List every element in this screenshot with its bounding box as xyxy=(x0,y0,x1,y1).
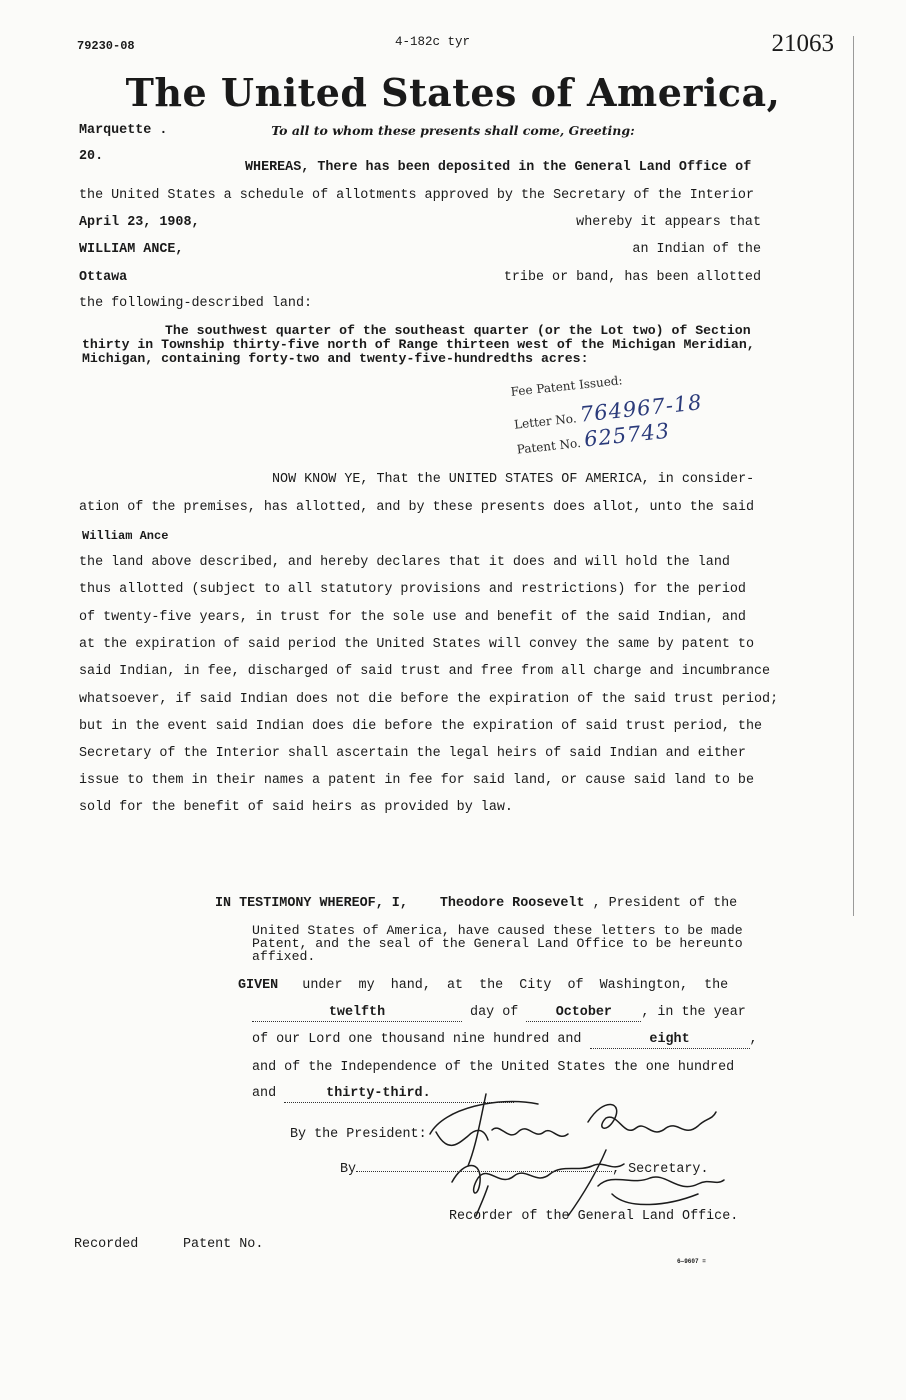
in-year-text: , in the year xyxy=(641,1005,746,1020)
date-line xyxy=(252,1005,746,1022)
president-name: Theodore Roosevelt xyxy=(439,896,585,911)
by-president-label: By the President: xyxy=(290,1127,427,1142)
year-value: eight xyxy=(649,1032,690,1047)
year-line xyxy=(252,1032,758,1049)
ordinal-value: thirty-third. xyxy=(326,1086,431,1101)
grantee-name: William Ance xyxy=(82,529,169,543)
now-know-line-2: ation of the premises, has allotted, and by these presents does allot, unto the said xyxy=(79,500,754,515)
document-title: The United States of America, xyxy=(125,70,781,115)
recital-line-2: the United States a schedule of allotments approved by the Secretary of the Interior xyxy=(79,188,754,203)
given-line xyxy=(238,978,728,994)
greeting: To all to whom these presents shall come, Greeting: xyxy=(271,123,635,138)
president-signature xyxy=(428,1082,728,1222)
form-number: 6—9607 = xyxy=(677,1258,706,1265)
stamp-patent-label: Patent No. xyxy=(516,435,582,457)
given-word: GIVEN xyxy=(238,978,279,993)
secretary-fill xyxy=(356,1171,612,1172)
stamp-issued-label: Fee Patent Issued: xyxy=(510,373,624,399)
appears-text: whereby it appears that xyxy=(576,215,761,230)
body-line: but in the event said Indian does die before the expiration of said trust period, the xyxy=(79,719,763,734)
file-code: 79230-08 xyxy=(77,39,135,53)
by-line xyxy=(340,1162,709,1178)
month-value: October xyxy=(555,1005,612,1020)
indian-of-text: an Indian of the xyxy=(632,242,761,257)
margin-rule xyxy=(853,36,854,916)
patent-no-label: Patent No. xyxy=(183,1237,264,1252)
whereas-text: WHEREAS, There has been deposited in the General Land Office of xyxy=(245,160,752,175)
stamp-letter-value: 764967-18 xyxy=(578,390,704,427)
tribe-name: Ottawa xyxy=(79,270,128,285)
seal-line-1: United States of America, have caused these letters to be made xyxy=(252,923,743,938)
body-line: of twenty-five years, in trust for the sole use and benefit of the said Indian, and xyxy=(79,610,746,625)
body-line: at the expiration of said period the United States will convey the same by patent to xyxy=(79,637,754,652)
body-line: sold for the benefit of said heirs as provided by law. xyxy=(79,800,513,815)
stamp-patent-value: 625743 xyxy=(582,418,672,452)
body-line: said Indian, in fee, discharged of said trust and free from all charge and incumbrance xyxy=(79,664,771,679)
fee-patent-stamp xyxy=(510,365,706,459)
recorder-label: Recorder of the General Land Office. xyxy=(449,1209,739,1224)
day-of-text: day of xyxy=(470,1005,519,1020)
testimony-lead: IN TESTIMONY WHEREOF, I, xyxy=(215,896,408,911)
following-text: the following-described land: xyxy=(79,296,313,311)
land-line-2: thirty in Township thirty-five north of Range thirteen west of the Michigan Meridian, xyxy=(82,337,755,352)
form-code: 4-182c tyr xyxy=(395,35,471,49)
recorded-label: Recorded xyxy=(74,1237,139,1252)
document-number: 21063 xyxy=(771,30,834,57)
and-text: and xyxy=(252,1086,277,1101)
approval-date: April 23, 1908, xyxy=(79,215,200,230)
seal-line-3: affixed. xyxy=(252,949,316,964)
year-fill xyxy=(590,1032,750,1049)
by-label: By xyxy=(340,1162,357,1177)
day-fill xyxy=(252,1005,462,1022)
given-rest: under my hand, at the City of Washington, the xyxy=(302,978,729,993)
now-know-line-1: NOW KNOW YE, That the UNITED STATES OF AMERICA, in consider- xyxy=(272,472,755,487)
land-line-3: Michigan, containing forty-two and twenty-five-hundredths acres: xyxy=(82,351,589,366)
seal-line-2: Patent, and the seal of the General Land Office to be hereunto xyxy=(252,936,743,951)
land-line-1: The southwest quarter of the southeast quarter (or the Lot two) of Section xyxy=(165,323,751,338)
day-value: twelfth xyxy=(328,1005,386,1020)
recital-line-1 xyxy=(245,160,751,176)
body-line: thus allotted (subject to all statutory provisions and restrictions) for the period xyxy=(79,582,746,597)
secretary-label: , Secretary. xyxy=(612,1162,709,1177)
place-line-1: Marquette . xyxy=(79,123,168,138)
body-line: Secretary of the Interior shall ascertain the legal heirs of said Indian and either xyxy=(79,746,746,761)
body-line: issue to them in their names a patent in fee for said land, or cause said land to be xyxy=(79,773,754,788)
body-line: whatsoever, if said Indian does not die before the expiration of the said trust period; xyxy=(79,692,779,707)
independence-line: and of the Independence of the United States the one hundred xyxy=(252,1060,735,1075)
lord-text: of our Lord one thousand nine hundred and xyxy=(252,1032,582,1047)
testimony-line xyxy=(215,896,737,912)
tribe-band-text: tribe or band, has been allotted xyxy=(503,270,761,285)
month-fill xyxy=(526,1005,641,1022)
place-line-2: 20. xyxy=(79,149,104,164)
year-comma: , xyxy=(749,1032,758,1047)
stamp-letter-label: Letter No. xyxy=(513,411,578,432)
allottee-name: WILLIAM ANCE, xyxy=(79,242,184,257)
testimony-tail: , President of the xyxy=(592,896,738,911)
body-line: the land above described, and hereby declares that it does and will hold the land xyxy=(79,555,730,570)
